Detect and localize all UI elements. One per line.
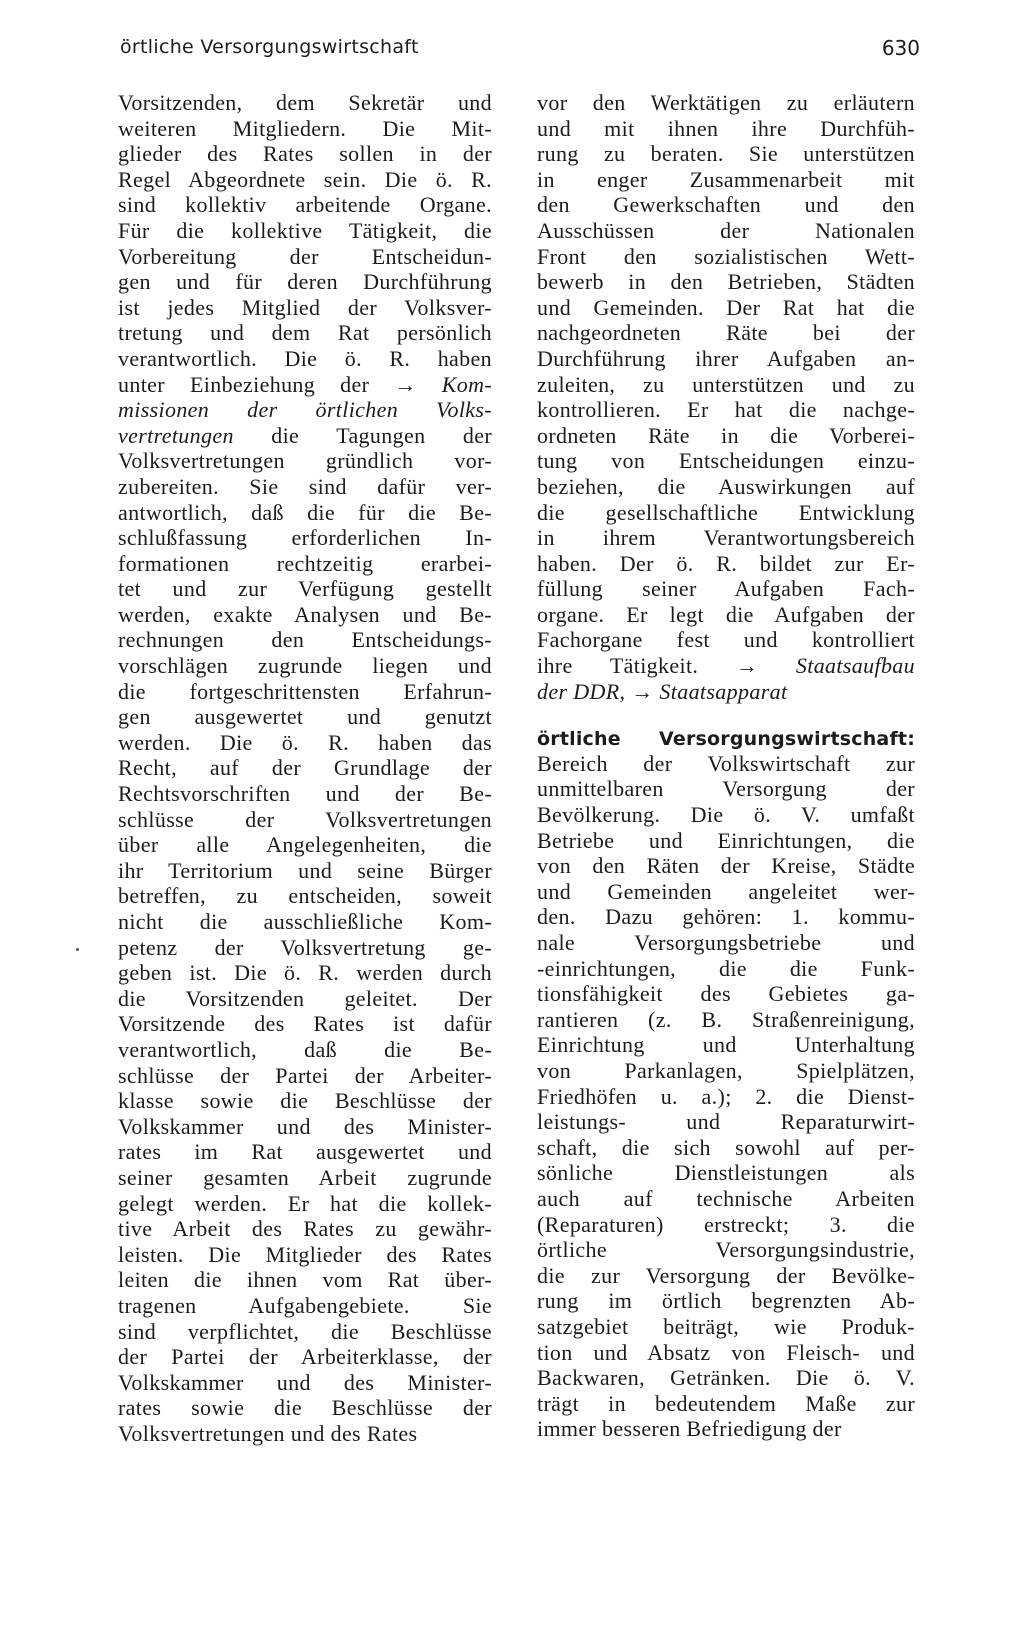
text-segment: schlüsse der Volksvertretungen: [118, 806, 492, 832]
text-line: [537, 627, 915, 653]
text-segment: die Vorsitzenden geleitet. Der: [118, 985, 492, 1011]
text-line: [537, 879, 915, 905]
text-line: [118, 755, 492, 781]
text-segment: rates sowie die Beschlüsse der: [118, 1395, 492, 1421]
text-segment: seiner gesamten Arbeit zugrunde: [118, 1164, 492, 1190]
text-line: [118, 1114, 492, 1140]
text-line: [537, 244, 915, 270]
text-segment: rantieren (z. B. Straßenreinigung,: [537, 1006, 915, 1032]
text-line: [118, 909, 492, 935]
text-line: [537, 1365, 915, 1391]
cross-reference: vertretungen: [118, 422, 234, 448]
text-segment: zubereiten. Sie sind dafür ver-: [118, 473, 492, 499]
text-segment: örtliche Versorgungsindustrie,: [537, 1237, 915, 1263]
text-line: [537, 500, 915, 526]
text-segment: Ausschüssen der Nationalen: [537, 217, 915, 243]
text-segment: unmittelbaren Versorgung der: [537, 776, 915, 802]
text-segment: und mit ihnen ihre Durchfüh-: [537, 115, 915, 141]
running-head: [120, 36, 920, 66]
text-segment: organe. Er legt die Aufgaben der: [537, 601, 915, 627]
text-segment: gen und für deren Durchführung: [118, 269, 492, 295]
text-line: [537, 1263, 915, 1289]
text-segment: Einrichtung und Unterhaltung: [537, 1032, 915, 1058]
text-segment: tive Arbeit des Rates zu gewähr-: [118, 1216, 492, 1242]
text-segment: in enger Zusammenarbeit mit: [537, 166, 915, 192]
entry-headword: örtliche Versorgungswirtschaft:: [537, 728, 915, 751]
text-line: [537, 116, 915, 142]
text-line: [118, 474, 492, 500]
text-segment: klasse sowie die Beschlüsse der: [118, 1088, 492, 1114]
text-line: [537, 904, 915, 930]
text-segment: Volksvertretungen und des Rates: [118, 1420, 418, 1446]
text-segment: formationen rechtzeitig erarbei-: [118, 550, 492, 576]
text-segment: von Parkanlagen, Spielplätzen,: [537, 1057, 915, 1083]
text-line: [118, 1191, 492, 1217]
text-line: [118, 1293, 492, 1319]
text-segment: sind kollektiv arbeitende Organe.: [118, 192, 492, 218]
text-segment: leiten die ihnen vom Rat über-: [118, 1267, 492, 1293]
text-line: [118, 244, 492, 270]
text-line: [537, 956, 915, 982]
text-line: [118, 653, 492, 679]
text-segment: tionsfähigkeit des Gebietes ga-: [537, 981, 915, 1007]
text-segment: sönliche Dienstleistungen als: [537, 1160, 915, 1186]
text-line: [118, 807, 492, 833]
text-line: [537, 1288, 915, 1314]
text-line: [537, 192, 915, 218]
text-segment: bewerb in den Betrieben, Städten: [537, 269, 915, 295]
text-segment: Fachorgane fest und kontrolliert: [537, 627, 915, 653]
text-line: [118, 679, 492, 705]
text-line: [537, 1058, 915, 1084]
text-segment: rung zu beraten. Sie unterstützen: [537, 141, 915, 167]
text-line: [118, 1037, 492, 1063]
text-segment: beziehen, die Auswirkungen auf: [537, 473, 915, 499]
text-segment: verantwortlich. Die ö. R. haben: [118, 345, 492, 371]
text-segment: Volkskammer und des Minister-: [118, 1113, 492, 1139]
text-segment: haben. Der ö. R. bildet zur Er-: [537, 550, 915, 576]
text-line: [118, 1216, 492, 1242]
text-segment: unter Einbeziehung der →: [118, 371, 442, 397]
text-segment: nachgeordneten Räte bei der: [537, 320, 915, 346]
text-segment: nale Versorgungsbetriebe und: [537, 930, 915, 955]
page-number: 630: [881, 36, 920, 60]
text-segment: ihr Territorium und seine Bürger: [118, 857, 492, 883]
text-segment: und Gemeinden. Der Rat hat die: [537, 294, 915, 320]
cross-reference: missionen der örtlichen Volks-: [118, 397, 492, 423]
text-line: [118, 602, 492, 628]
text-line: [537, 1416, 915, 1442]
text-line: [537, 776, 915, 802]
text-segment: -einrichtungen, die die Funk-: [537, 955, 915, 981]
text-line: [537, 397, 915, 423]
text-line: [118, 858, 492, 884]
text-segment: schaft, die sich sowohl auf per-: [537, 1134, 915, 1160]
text-segment: kontrollieren. Er hat die nachge-: [537, 397, 915, 423]
text-segment: Betriebe und Einrichtungen, die: [537, 827, 915, 853]
text-line: [537, 602, 915, 628]
text-segment: glieder des Rates sollen in der: [118, 141, 492, 167]
text-segment: leisten. Die Mitglieder des Rates: [118, 1241, 492, 1267]
text-segment: vorschlägen zugrunde liegen und: [118, 653, 492, 679]
text-line: [537, 981, 915, 1007]
text-line: [537, 1391, 915, 1417]
text-line: [118, 960, 492, 986]
text-line: [537, 525, 915, 551]
text-line: [118, 320, 492, 346]
right-text-column: [537, 90, 915, 1442]
text-line: [118, 500, 492, 526]
text-line: [537, 90, 915, 116]
text-segment: weiteren Mitgliedern. Die Mit-: [118, 115, 492, 141]
text-line: [118, 141, 492, 167]
print-speck: [76, 948, 79, 951]
text-line: [537, 346, 915, 372]
text-segment: die Tagungen der: [233, 422, 492, 448]
text-segment: rates im Rat ausgewertet und: [118, 1139, 492, 1165]
text-segment: in ihrem Verantwortungsbereich: [537, 525, 915, 551]
text-line: [537, 1340, 915, 1366]
text-segment: Durchführung ihrer Aufgaben an-: [537, 345, 915, 371]
text-line: [118, 1370, 492, 1396]
text-line: [118, 935, 492, 961]
text-line: [537, 853, 915, 879]
text-line: [537, 423, 915, 449]
text-line: [537, 802, 915, 828]
cross-reference: Staatsaufbau: [795, 653, 915, 679]
text-segment: auch auf technische Arbeiten: [537, 1185, 915, 1211]
text-line: [537, 141, 915, 167]
text-line: [118, 832, 492, 858]
text-line: [537, 320, 915, 346]
text-line: [537, 1084, 915, 1110]
text-line: [118, 781, 492, 807]
text-segment: von den Räten der Kreise, Städte: [537, 853, 915, 879]
text-line: [537, 679, 915, 705]
text-segment: sind verpflichtet, die Beschlüsse: [118, 1318, 492, 1344]
text-segment: tragenen Aufgabengebiete. Sie: [118, 1292, 492, 1318]
text-line: [537, 1314, 915, 1340]
text-line: [537, 167, 915, 193]
text-segment: nicht die ausschließliche Kom-: [118, 909, 492, 934]
entry-headword-line: [537, 725, 915, 751]
text-line: [537, 1186, 915, 1212]
text-segment: gen ausgewertet und genutzt: [118, 704, 492, 730]
text-line: [537, 1007, 915, 1033]
text-segment: gelegt werden. Er hat die kollek-: [118, 1190, 492, 1216]
text-line: [537, 828, 915, 854]
text-line: [118, 1242, 492, 1268]
text-line: [118, 218, 492, 244]
text-line: [118, 1165, 492, 1191]
text-segment: der Partei der Arbeiterklasse, der: [118, 1344, 492, 1370]
text-segment: tung von Entscheidungen einzu-: [537, 448, 915, 474]
text-segment: Recht, auf der Grundlage der: [118, 755, 492, 781]
text-segment: Vorsitzenden, dem Sekretär und: [118, 90, 492, 115]
text-segment: rung im örtlich begrenzten Ab-: [537, 1288, 915, 1314]
text-segment: rechnungen den Entscheidungs-: [118, 627, 492, 653]
text-segment: schlüsse der Partei der Arbeiter-: [118, 1062, 492, 1088]
text-line: [118, 448, 492, 474]
text-line: [537, 1160, 915, 1186]
text-segment: tretung und dem Rat persönlich: [118, 320, 492, 346]
text-segment: verantwortlich, daß die Be-: [118, 1036, 492, 1062]
text-line: [537, 1109, 915, 1135]
text-line: [118, 704, 492, 730]
text-segment: Vorsitzende des Rates ist dafür: [118, 1011, 492, 1037]
text-line: [118, 116, 492, 142]
text-segment: ordneten Räte in die Vorberei-: [537, 422, 915, 448]
text-line: [118, 167, 492, 193]
text-line: [537, 1032, 915, 1058]
text-segment: die gesellschaftliche Entwicklung: [537, 499, 915, 525]
text-line: [537, 576, 915, 602]
text-segment: satzgebiet beiträgt, wie Produk-: [537, 1313, 915, 1339]
text-line: [537, 372, 915, 398]
text-segment: (Reparaturen) erstreckt; 3. die: [537, 1211, 915, 1237]
text-line: [118, 397, 492, 423]
text-line: [118, 346, 492, 372]
text-segment: Regel Abgeordnete sein. Die ö. R.: [118, 166, 492, 192]
text-line: [118, 986, 492, 1012]
text-line: [118, 525, 492, 551]
cross-reference: Staatsapparat: [659, 678, 788, 704]
text-segment: antwortlich, daß die für die Be-: [118, 499, 492, 525]
text-segment: den. Dazu gehören: 1. kommu-: [537, 904, 915, 930]
text-line: [118, 1063, 492, 1089]
text-segment: schlußfassung erforderlichen In-: [118, 525, 492, 551]
text-line: [118, 1088, 492, 1114]
text-segment: Volksvertretungen gründlich vor-: [118, 448, 492, 474]
text-segment: petenz der Volksvertretung ge-: [118, 934, 492, 960]
text-segment: die zur Versorgung der Bevölke-: [537, 1262, 915, 1288]
text-segment: immer besseren Befriedigung der: [537, 1416, 842, 1442]
text-line: [118, 192, 492, 218]
text-line: [537, 1135, 915, 1161]
text-line: [118, 1267, 492, 1293]
text-line: [537, 930, 915, 956]
text-line: [118, 1011, 492, 1037]
text-segment: ihre Tätigkeit. →: [537, 653, 796, 679]
text-segment: trägt in bedeutendem Maße zur: [537, 1390, 915, 1416]
text-line: [118, 1319, 492, 1345]
text-segment: Bereich der Volkswirtschaft zur: [537, 750, 915, 776]
text-line: [537, 474, 915, 500]
text-line: [118, 883, 492, 909]
text-line: [537, 218, 915, 244]
text-segment: werden, exakte Analysen und Be-: [118, 601, 492, 627]
text-line: [118, 269, 492, 295]
text-segment: ist jedes Mitglied der Volksver-: [118, 294, 492, 320]
text-segment: tet und zur Verfügung gestellt: [118, 576, 492, 602]
text-segment: Vorbereitung der Entscheidun-: [118, 243, 492, 269]
cross-reference: der DDR: [537, 678, 620, 704]
text-segment: Volkskammer und des Minister-: [118, 1369, 492, 1395]
text-line: [118, 627, 492, 653]
text-segment: leistungs- und Reparaturwirt-: [537, 1109, 915, 1135]
text-segment: den Gewerkschaften und den: [537, 192, 915, 218]
text-segment: Für die kollektive Tätigkeit, die: [118, 217, 492, 243]
text-line: [537, 1237, 915, 1263]
text-segment: Rechtsvorschriften und der Be-: [118, 781, 492, 807]
entry-spacing: [537, 704, 915, 725]
text-segment: die fortgeschrittensten Erfahrun-: [118, 678, 492, 704]
text-segment: füllung seiner Aufgaben Fach-: [537, 576, 915, 602]
text-segment: Bevölkerung. Die ö. V. umfaßt: [537, 802, 915, 828]
text-line: [537, 295, 915, 321]
running-title: örtliche Versorgungswirtschaft: [120, 36, 419, 58]
text-line: [537, 269, 915, 295]
cross-reference: Kom-: [441, 371, 492, 397]
text-segment: Friedhöfen u. a.); 2. die Dienst-: [537, 1083, 915, 1109]
text-line: [537, 653, 915, 679]
text-line: [118, 551, 492, 577]
text-line: [537, 1212, 915, 1238]
text-line: [537, 751, 915, 777]
text-line: [118, 295, 492, 321]
text-segment: , →: [619, 678, 660, 704]
text-line: [118, 1395, 492, 1421]
text-segment: vor den Werktätigen zu erläutern: [537, 90, 915, 115]
text-line: [118, 423, 492, 449]
text-segment: tion und Absatz von Fleisch- und: [537, 1339, 915, 1365]
text-line: [118, 90, 492, 116]
text-segment: geben ist. Die ö. R. werden durch: [118, 960, 492, 986]
text-segment: betreffen, zu entscheiden, soweit: [118, 883, 492, 909]
text-segment: Backwaren, Getränken. Die ö. V.: [537, 1365, 915, 1391]
left-text-column: [118, 90, 492, 1446]
text-line: [537, 551, 915, 577]
text-line: [118, 372, 492, 398]
text-segment: über alle Angelegenheiten, die: [118, 832, 492, 858]
text-line: [118, 730, 492, 756]
text-segment: zuleiten, zu unterstützen und zu: [537, 371, 915, 397]
text-line: [118, 1344, 492, 1370]
text-segment: Front den sozialistischen Wett-: [537, 243, 915, 269]
text-line: [118, 1139, 492, 1165]
text-segment: werden. Die ö. R. haben das: [118, 729, 492, 755]
text-line: [118, 576, 492, 602]
text-segment: und Gemeinden angeleitet wer-: [537, 878, 915, 904]
text-line: [118, 1421, 492, 1447]
text-line: [537, 448, 915, 474]
